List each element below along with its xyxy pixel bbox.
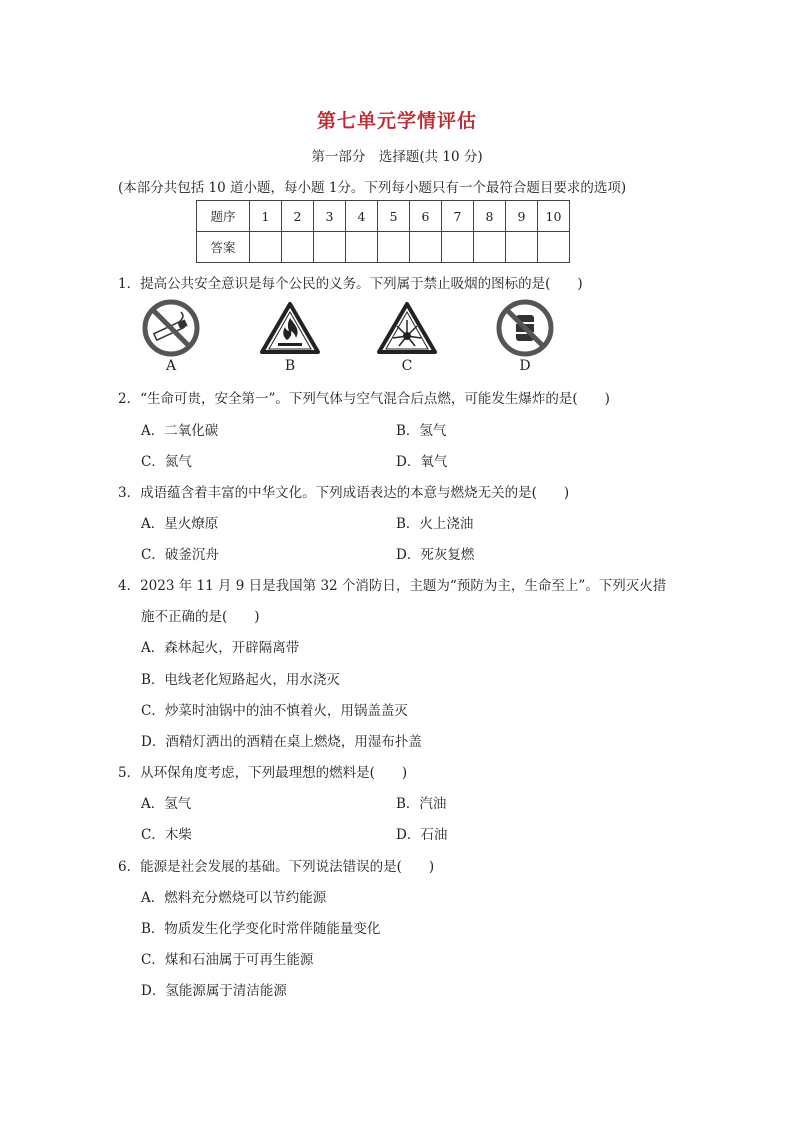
option-a-label: A: [165, 358, 177, 374]
question-6-stem: 6．能源是社会发展的基础。下列说法错误的是( ): [118, 859, 435, 875]
question-2-option-d[interactable]: D．氧气: [396, 454, 448, 470]
question-6-option-b[interactable]: B．物质发生化学变化时常伴随能量变化: [141, 921, 381, 937]
option-c-label: C: [401, 358, 413, 374]
answer-table-number: 4: [346, 201, 378, 232]
answer-cell[interactable]: [378, 232, 410, 263]
question-2-stem: 2．“生命可贵，安全第一”。下列气体与空气混合后点燃，可能发生爆炸的是( ): [118, 391, 610, 407]
flammable-icon: [258, 298, 322, 358]
question-2-option-b[interactable]: B．氢气: [396, 423, 447, 439]
answer-table: [196, 200, 570, 263]
answer-table-row-label: 答案: [197, 232, 250, 263]
answer-table-answer-row: [197, 232, 570, 263]
answer-table-number: 5: [378, 201, 410, 232]
answer-table-number: 8: [474, 201, 506, 232]
answer-table-number: 3: [314, 201, 346, 232]
question-5-option-d[interactable]: D．石油: [396, 827, 448, 843]
question-3-option-b[interactable]: B．火上浇油: [396, 516, 474, 532]
answer-cell[interactable]: [410, 232, 442, 263]
section-subtitle: 第一部分 选择题(共 10 分): [311, 149, 483, 165]
question-5-option-b[interactable]: B．汽油: [396, 796, 447, 812]
answer-cell[interactable]: [250, 232, 282, 263]
question-6-option-c[interactable]: C．煤和石油属于可再生能源: [141, 952, 314, 968]
explosive-icon: [375, 298, 439, 358]
question-5-option-a[interactable]: A．氢气: [141, 796, 192, 812]
answer-cell[interactable]: [538, 232, 570, 263]
answer-table-number: 1: [250, 201, 282, 232]
answer-table-header-row: [197, 201, 570, 232]
answer-cell[interactable]: [314, 232, 346, 263]
question-3-stem: 3．成语蕴含着丰富的中华文化。下列成语表达的本意与燃烧无关的是( ): [118, 485, 570, 501]
question-5-stem: 5．从环保角度考虑，下列最理想的燃料是( ): [118, 765, 408, 781]
question-3-option-c[interactable]: C．破釜沉舟: [141, 547, 219, 563]
question-4-option-d[interactable]: D．酒精灯洒出的酒精在桌上燃烧，用湿布扑盖: [141, 734, 422, 750]
question-6-option-d[interactable]: D．氢能源属于清洁能源: [141, 983, 287, 999]
question-6-option-a[interactable]: A．燃料充分燃烧可以节约能源: [141, 890, 327, 906]
answer-cell[interactable]: [474, 232, 506, 263]
question-3-option-d[interactable]: D．死灰复燃: [396, 547, 475, 563]
no-fire-barrel-icon: [495, 298, 555, 358]
answer-table-number: 10: [538, 201, 570, 232]
question-2-option-c[interactable]: C．氮气: [141, 454, 192, 470]
answer-table-number: 7: [442, 201, 474, 232]
option-b-label: B: [284, 358, 296, 374]
answer-table-number: 9: [506, 201, 538, 232]
answer-table-row-label: 题序: [197, 201, 250, 232]
question-4-option-c[interactable]: C．炒菜时油锅中的油不慎着火，用锅盖盖灭: [141, 703, 408, 719]
answer-cell[interactable]: [282, 232, 314, 263]
answer-cell[interactable]: [346, 232, 378, 263]
question-3-option-a[interactable]: A．星火燎原: [141, 516, 219, 532]
question-4-stem-line-1: 4．2023 年 11 月 9 日是我国第 32 个消防日，主题为“预防为主，生命至上”。下列灭火措: [118, 578, 667, 594]
option-d-label: D: [519, 358, 531, 374]
answer-table-number: 2: [282, 201, 314, 232]
question-4-option-a[interactable]: A．森林起火，开辟隔离带: [141, 640, 300, 656]
page-title: 第七单元学情评估: [316, 110, 477, 132]
question-4-stem-line-2: 施不正确的是( ): [141, 609, 260, 625]
answer-cell[interactable]: [442, 232, 474, 263]
section-instructions: (本部分共包括 10 道小题，每小题 1分。下列每小题只有一个最符合题目要求的选项): [118, 180, 627, 196]
question-1-stem: 1．提高公共安全意识是每个公民的义务。下列属于禁止吸烟的图标的是( ): [118, 276, 583, 292]
answer-cell[interactable]: [506, 232, 538, 263]
question-5-option-c[interactable]: C．木柴: [141, 827, 192, 843]
question-2-option-a[interactable]: A．二氧化碳: [141, 423, 219, 439]
no-smoking-icon: [141, 298, 201, 358]
answer-table-number: 6: [410, 201, 442, 232]
question-4-option-b[interactable]: B．电线老化短路起火，用水浇灭: [141, 672, 340, 688]
